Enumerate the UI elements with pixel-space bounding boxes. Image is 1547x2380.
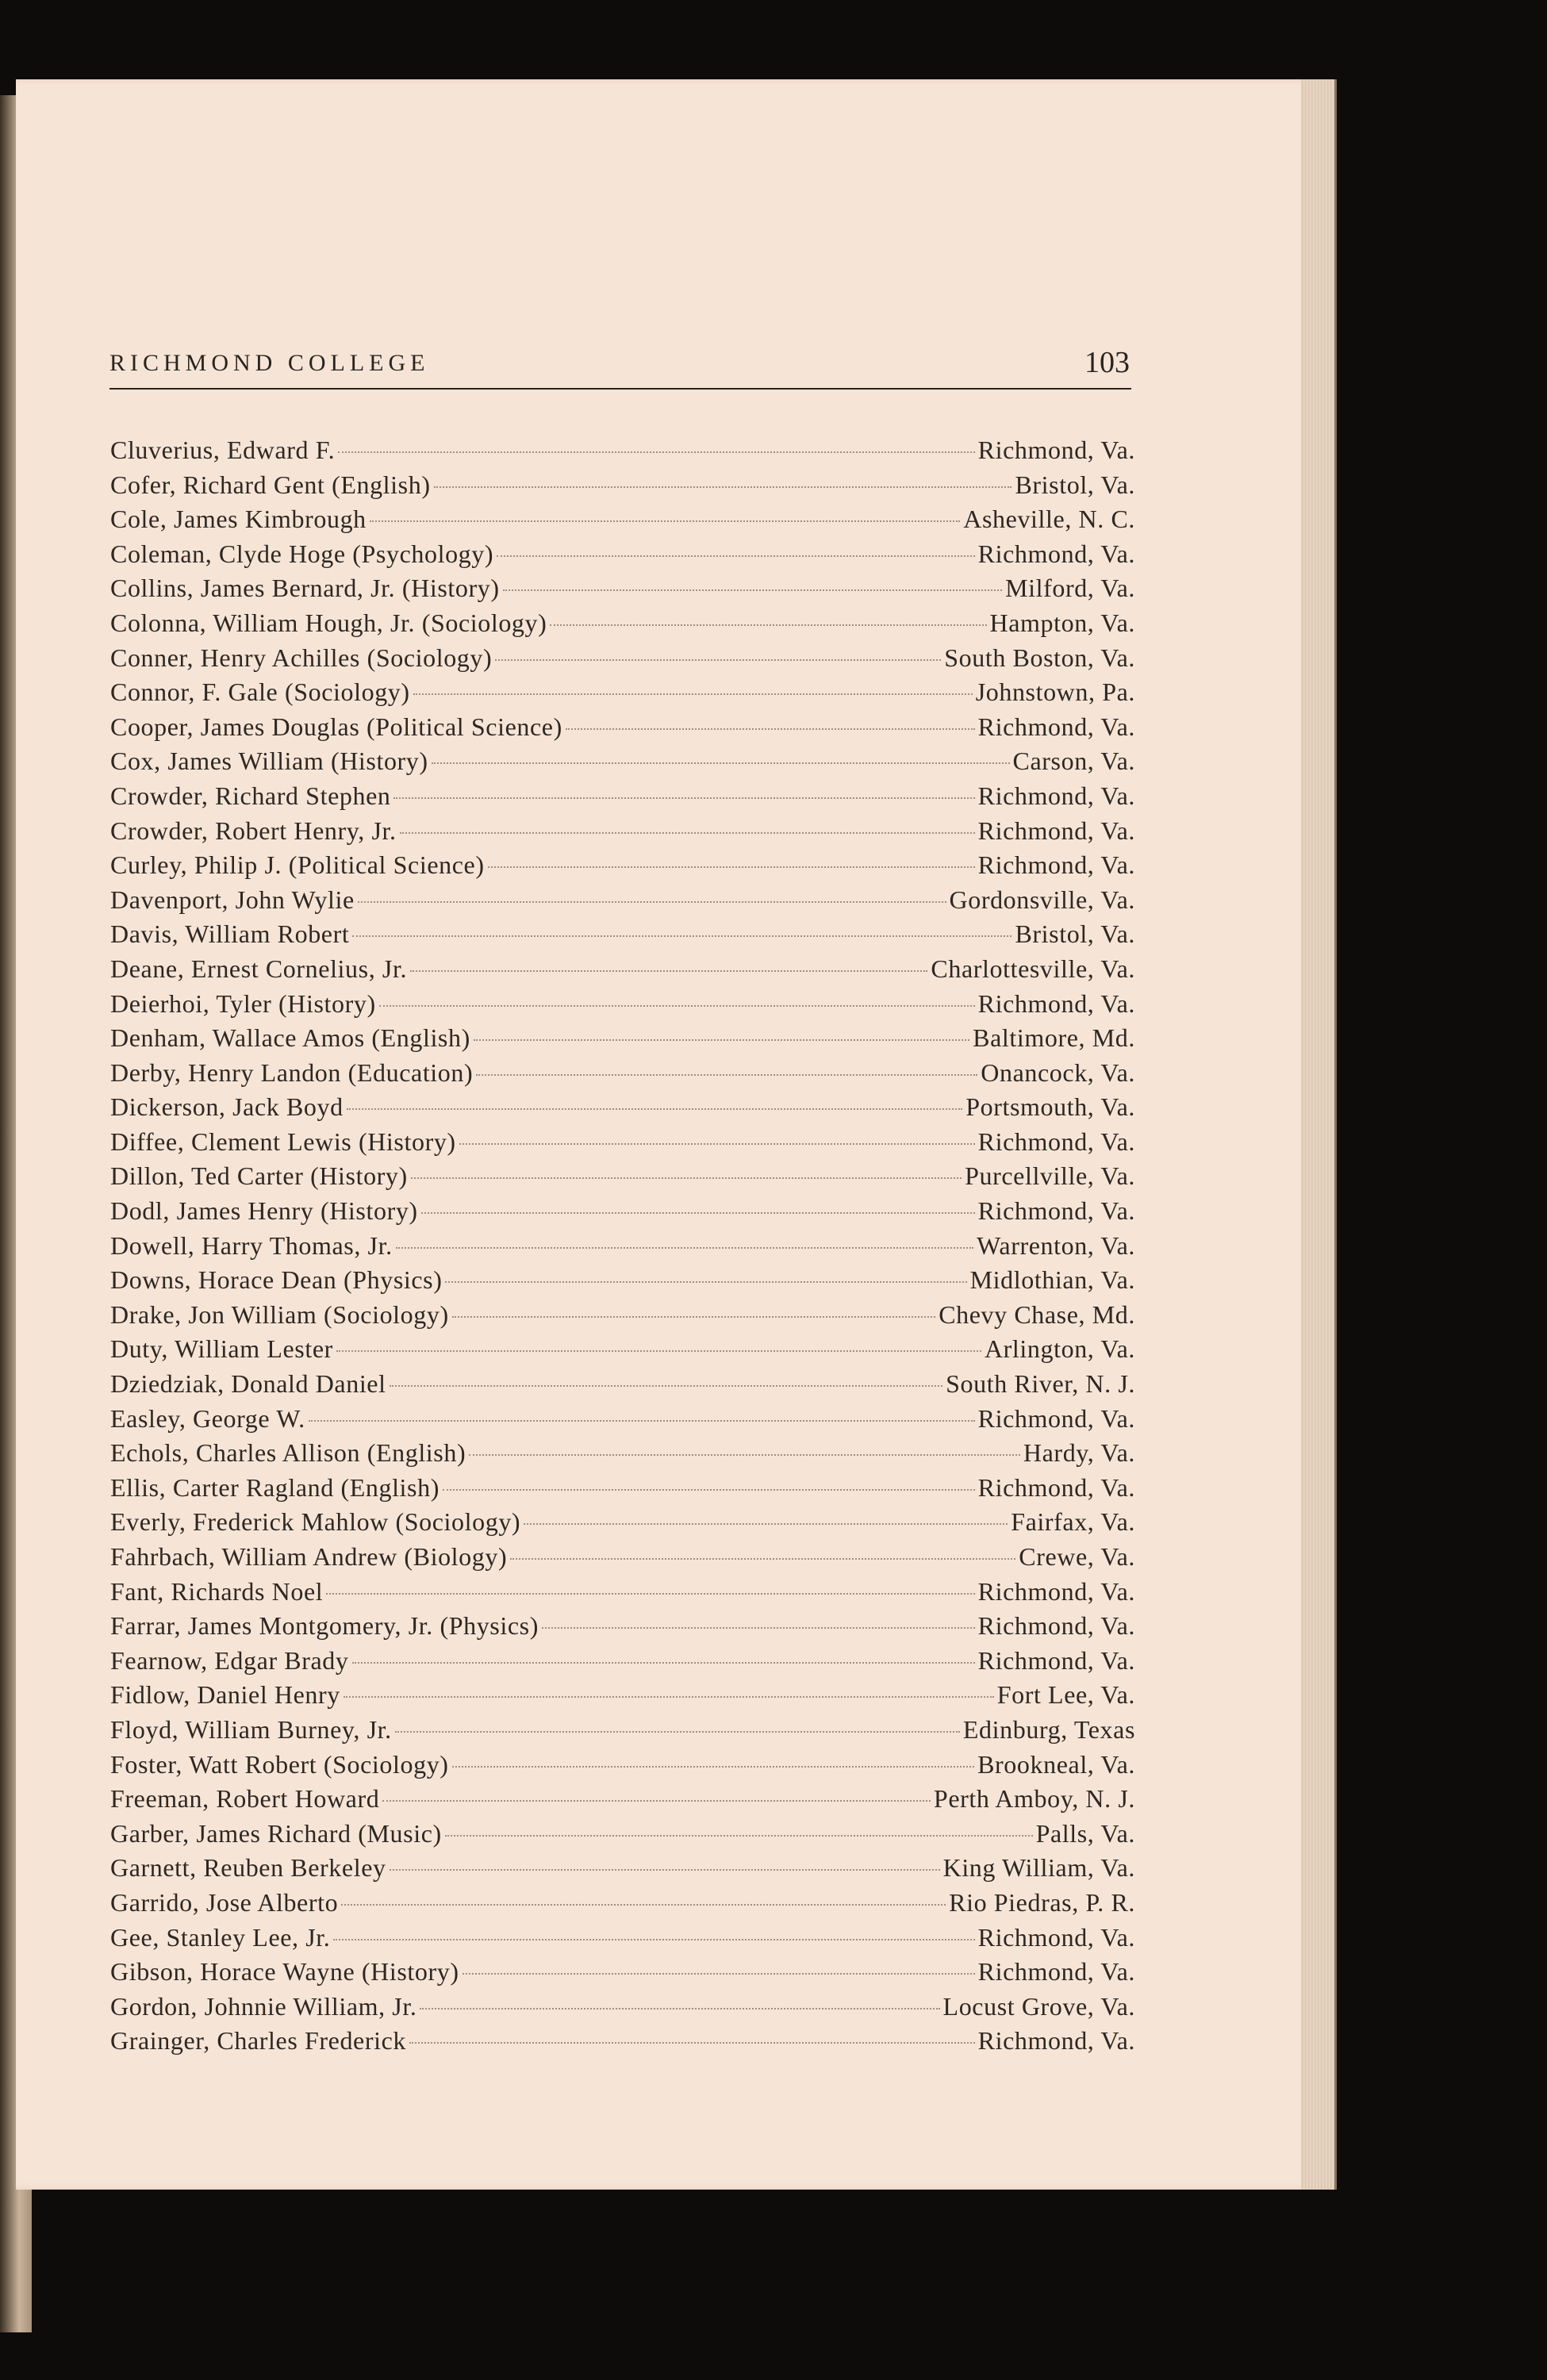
student-name: Conner, Henry Achilles (Sociology) bbox=[110, 643, 493, 672]
student-name: Dickerson, Jack Boyd bbox=[110, 1092, 344, 1122]
dot-leader bbox=[469, 1454, 1020, 1456]
list-item bbox=[110, 1194, 1135, 1229]
list-item bbox=[110, 2024, 1135, 2059]
student-name: Downs, Horace Dean (Physics) bbox=[110, 1265, 443, 1295]
student-name: Cox, James William (History) bbox=[110, 747, 428, 776]
hometown: South Boston, Va. bbox=[944, 643, 1135, 672]
hometown: Milford, Va. bbox=[1005, 574, 1135, 603]
hometown: Baltimore, Md. bbox=[973, 1023, 1135, 1053]
dot-leader bbox=[390, 1385, 943, 1387]
student-name: Easley, George W. bbox=[110, 1403, 305, 1433]
dot-leader bbox=[333, 1939, 974, 1940]
dot-leader bbox=[410, 970, 927, 972]
list-item bbox=[110, 952, 1135, 987]
list-item bbox=[110, 1505, 1135, 1540]
list-item bbox=[110, 468, 1135, 503]
hometown: Hampton, Va. bbox=[989, 608, 1135, 637]
dot-leader bbox=[396, 1247, 973, 1249]
student-name: Farrar, James Montgomery, Jr. (Physics) bbox=[110, 1611, 539, 1641]
hometown: Fairfax, Va. bbox=[1011, 1507, 1135, 1537]
student-name: Dziedziak, Donald Daniel bbox=[110, 1369, 386, 1399]
student-name: Floyd, William Burney, Jr. bbox=[110, 1714, 392, 1744]
student-name: Diffee, Clement Lewis (History) bbox=[110, 1127, 456, 1156]
dot-leader bbox=[495, 659, 941, 661]
dot-leader bbox=[420, 2008, 939, 2010]
hometown: Richmond, Va. bbox=[977, 1127, 1135, 1156]
student-name: Drake, Jon William (Sociology) bbox=[110, 1299, 449, 1329]
list-item bbox=[110, 917, 1135, 952]
student-name: Echols, Charles Allison (English) bbox=[110, 1438, 466, 1468]
dot-leader bbox=[326, 1593, 974, 1595]
student-name: Collins, James Bernard, Jr. (History) bbox=[110, 574, 500, 603]
hometown: Richmond, Va. bbox=[977, 539, 1135, 568]
hometown: Richmond, Va. bbox=[977, 1922, 1135, 1952]
student-name: Fant, Richards Noel bbox=[110, 1576, 324, 1606]
student-name: Dillon, Ted Carter (History) bbox=[110, 1161, 408, 1191]
page-number: 103 bbox=[1084, 346, 1130, 379]
hometown: Carson, Va. bbox=[1012, 747, 1135, 776]
hometown: Charlottesville, Va. bbox=[931, 954, 1135, 983]
dot-leader bbox=[503, 589, 1002, 591]
dot-leader bbox=[393, 797, 974, 799]
hometown: Bristol, Va. bbox=[1015, 470, 1135, 499]
dot-leader bbox=[352, 1662, 975, 1664]
list-item bbox=[110, 1436, 1135, 1471]
dot-leader bbox=[474, 1039, 969, 1041]
dot-leader bbox=[413, 693, 973, 695]
hometown: Gordonsville, Va. bbox=[949, 885, 1135, 914]
student-name: Fidlow, Daniel Henry bbox=[110, 1680, 340, 1710]
hometown: Purcellville, Va. bbox=[965, 1161, 1135, 1191]
student-name: Cofer, Richard Gent (English) bbox=[110, 470, 431, 499]
student-name: Dowell, Harry Thomas, Jr. bbox=[110, 1230, 393, 1260]
list-item bbox=[110, 1817, 1135, 1852]
list-item bbox=[110, 1990, 1135, 2025]
hometown: King William, Va. bbox=[942, 1853, 1135, 1883]
list-item bbox=[110, 1090, 1135, 1125]
list-item bbox=[110, 1402, 1135, 1437]
page-edges bbox=[1301, 79, 1337, 2190]
student-name: Connor, F. Gale (Sociology) bbox=[110, 678, 410, 707]
hometown: Fort Lee, Va. bbox=[996, 1680, 1135, 1710]
list-item bbox=[110, 1886, 1135, 1921]
dot-leader bbox=[443, 1489, 975, 1491]
student-name: Deane, Ernest Cornelius, Jr. bbox=[110, 954, 408, 983]
student-name: Foster, Watt Robert (Sociology) bbox=[110, 1749, 449, 1779]
dot-leader bbox=[566, 728, 975, 730]
student-name: Fahrbach, William Andrew (Biology) bbox=[110, 1542, 508, 1571]
dot-leader bbox=[344, 1696, 994, 1698]
student-name: Derby, Henry Landon (Education) bbox=[110, 1058, 474, 1087]
dot-leader bbox=[409, 2042, 975, 2044]
page-header bbox=[109, 348, 1131, 390]
list-item bbox=[110, 1298, 1135, 1333]
hometown: Richmond, Va. bbox=[977, 1472, 1135, 1502]
list-item bbox=[110, 606, 1135, 641]
hometown: Richmond, Va. bbox=[977, 2026, 1135, 2056]
dot-leader bbox=[341, 1904, 946, 1906]
list-item bbox=[110, 502, 1135, 537]
list-item bbox=[110, 1056, 1135, 1091]
dot-leader bbox=[395, 1731, 960, 1733]
dot-leader bbox=[352, 935, 1012, 937]
hometown: Richmond, Va. bbox=[977, 1645, 1135, 1675]
hometown: Portsmouth, Va. bbox=[965, 1092, 1135, 1122]
dot-leader bbox=[382, 1800, 931, 1802]
student-name: Davis, William Robert bbox=[110, 919, 350, 949]
hometown: South River, N. J. bbox=[946, 1369, 1135, 1399]
hometown: Richmond, Va. bbox=[977, 850, 1135, 880]
student-name: Davenport, John Wylie bbox=[110, 885, 355, 914]
list-item bbox=[110, 571, 1135, 606]
hometown: Crewe, Va. bbox=[1019, 1542, 1135, 1571]
dot-leader bbox=[347, 1108, 963, 1110]
dot-leader bbox=[338, 451, 974, 453]
student-name: Garber, James Richard (Music) bbox=[110, 1818, 442, 1848]
dot-leader bbox=[379, 1005, 975, 1007]
student-name: Freeman, Robert Howard bbox=[110, 1784, 380, 1814]
dot-leader bbox=[497, 555, 975, 557]
dot-leader bbox=[452, 1316, 935, 1318]
list-item bbox=[110, 1748, 1135, 1783]
hometown: Richmond, Va. bbox=[977, 1196, 1135, 1226]
hometown: Rio Piedras, P. R. bbox=[949, 1887, 1135, 1917]
list-item bbox=[110, 1159, 1135, 1194]
list-item bbox=[110, 1713, 1135, 1748]
hometown: Asheville, N. C. bbox=[963, 505, 1135, 534]
hometown: Warrenton, Va. bbox=[977, 1230, 1135, 1260]
student-name: Colonna, William Hough, Jr. (Sociology) bbox=[110, 608, 547, 637]
list-item bbox=[110, 1229, 1135, 1264]
student-name: Cluverius, Edward F. bbox=[110, 436, 336, 464]
list-item bbox=[110, 848, 1135, 883]
hometown: Brookneal, Va. bbox=[977, 1749, 1135, 1779]
hometown: Onancock, Va. bbox=[981, 1058, 1135, 1087]
dot-leader bbox=[463, 1973, 975, 1975]
list-item bbox=[110, 1575, 1135, 1610]
list-item bbox=[110, 1367, 1135, 1402]
hometown: Locust Grove, Va. bbox=[942, 1991, 1135, 2021]
list-item bbox=[110, 987, 1135, 1022]
dot-leader bbox=[358, 901, 946, 903]
hometown: Edinburg, Texas bbox=[962, 1714, 1135, 1744]
hometown: Midlothian, Va. bbox=[969, 1265, 1135, 1295]
list-item bbox=[110, 1851, 1135, 1886]
list-item bbox=[110, 1021, 1135, 1056]
hometown: Palls, Va. bbox=[1035, 1818, 1135, 1848]
list-item bbox=[110, 537, 1135, 572]
list-item bbox=[110, 1782, 1135, 1817]
dot-leader bbox=[445, 1835, 1033, 1837]
student-name: Gordon, Johnnie William, Jr. bbox=[110, 1991, 417, 2021]
hometown: Arlington, Va. bbox=[984, 1334, 1135, 1364]
dot-leader bbox=[476, 1074, 977, 1076]
dot-leader bbox=[542, 1627, 975, 1629]
student-name: Crowder, Richard Stephen bbox=[110, 781, 391, 810]
list-item bbox=[110, 1332, 1135, 1367]
hometown: Hardy, Va. bbox=[1023, 1438, 1135, 1468]
student-name: Ellis, Carter Ragland (English) bbox=[110, 1472, 440, 1502]
student-list bbox=[110, 433, 1135, 2059]
student-name: Deierhoi, Tyler (History) bbox=[110, 988, 376, 1018]
student-name: Garrido, Jose Alberto bbox=[110, 1887, 339, 1917]
list-item bbox=[110, 1644, 1135, 1679]
hometown: Richmond, Va. bbox=[977, 712, 1135, 741]
hometown: Richmond, Va. bbox=[977, 816, 1135, 845]
student-name: Everly, Frederick Mahlow (Sociology) bbox=[110, 1507, 521, 1537]
student-name: Coleman, Clyde Hoge (Psychology) bbox=[110, 539, 494, 568]
hometown: Bristol, Va. bbox=[1015, 919, 1135, 949]
list-item bbox=[110, 1125, 1135, 1160]
list-item bbox=[110, 744, 1135, 779]
hometown: Richmond, Va. bbox=[977, 1403, 1135, 1433]
hometown: Richmond, Va. bbox=[977, 436, 1135, 464]
list-item bbox=[110, 1609, 1135, 1644]
hometown: Richmond, Va. bbox=[977, 988, 1135, 1018]
list-item bbox=[110, 1540, 1135, 1575]
list-item bbox=[110, 1921, 1135, 1956]
list-item bbox=[110, 779, 1135, 814]
list-item bbox=[110, 883, 1135, 918]
dot-leader bbox=[411, 1177, 962, 1179]
dot-leader bbox=[434, 486, 1012, 488]
dot-leader bbox=[370, 520, 961, 522]
list-item bbox=[110, 433, 1135, 468]
list-item bbox=[110, 814, 1135, 849]
dot-leader bbox=[445, 1281, 966, 1283]
hometown: Chevy Chase, Md. bbox=[939, 1299, 1135, 1329]
dot-leader bbox=[390, 1869, 940, 1871]
student-name: Cole, James Kimbrough bbox=[110, 505, 367, 534]
student-name: Garnett, Reuben Berkeley bbox=[110, 1853, 386, 1883]
dot-leader bbox=[336, 1350, 981, 1352]
list-item bbox=[110, 1471, 1135, 1506]
student-name: Curley, Philip J. (Political Science) bbox=[110, 850, 485, 880]
student-name: Gee, Stanley Lee, Jr. bbox=[110, 1922, 331, 1952]
student-name: Crowder, Robert Henry, Jr. bbox=[110, 816, 397, 845]
list-item bbox=[110, 710, 1135, 745]
student-name: Gibson, Horace Wayne (History) bbox=[110, 1957, 459, 1987]
hometown: Johnstown, Pa. bbox=[975, 678, 1135, 707]
hometown: Richmond, Va. bbox=[977, 781, 1135, 810]
dot-leader bbox=[459, 1143, 975, 1145]
dot-leader bbox=[510, 1558, 1015, 1560]
student-name: Denham, Wallace Amos (English) bbox=[110, 1023, 470, 1053]
dot-leader bbox=[524, 1523, 1008, 1525]
dot-leader bbox=[432, 762, 1010, 764]
list-item bbox=[110, 1263, 1135, 1298]
dot-leader bbox=[452, 1766, 975, 1768]
list-item bbox=[110, 1678, 1135, 1713]
student-name: Duty, William Lester bbox=[110, 1334, 333, 1364]
dot-leader bbox=[309, 1420, 975, 1422]
hometown: Richmond, Va. bbox=[977, 1611, 1135, 1641]
student-name: Grainger, Charles Frederick bbox=[110, 2026, 406, 2056]
list-item bbox=[110, 1955, 1135, 1990]
dot-leader bbox=[550, 624, 986, 626]
hometown: Richmond, Va. bbox=[977, 1576, 1135, 1606]
dot-leader bbox=[488, 866, 975, 868]
hometown: Perth Amboy, N. J. bbox=[933, 1784, 1135, 1814]
student-name: Fearnow, Edgar Brady bbox=[110, 1645, 349, 1675]
dot-leader bbox=[421, 1212, 975, 1214]
dot-leader bbox=[400, 832, 975, 834]
hometown: Richmond, Va. bbox=[977, 1957, 1135, 1987]
book-page bbox=[16, 79, 1317, 2190]
student-name: Cooper, James Douglas (Political Science) bbox=[110, 712, 562, 741]
list-item bbox=[110, 675, 1135, 710]
student-name: Dodl, James Henry (History) bbox=[110, 1196, 418, 1226]
list-item bbox=[110, 641, 1135, 676]
running-head: RICHMOND COLLEGE bbox=[109, 350, 430, 376]
